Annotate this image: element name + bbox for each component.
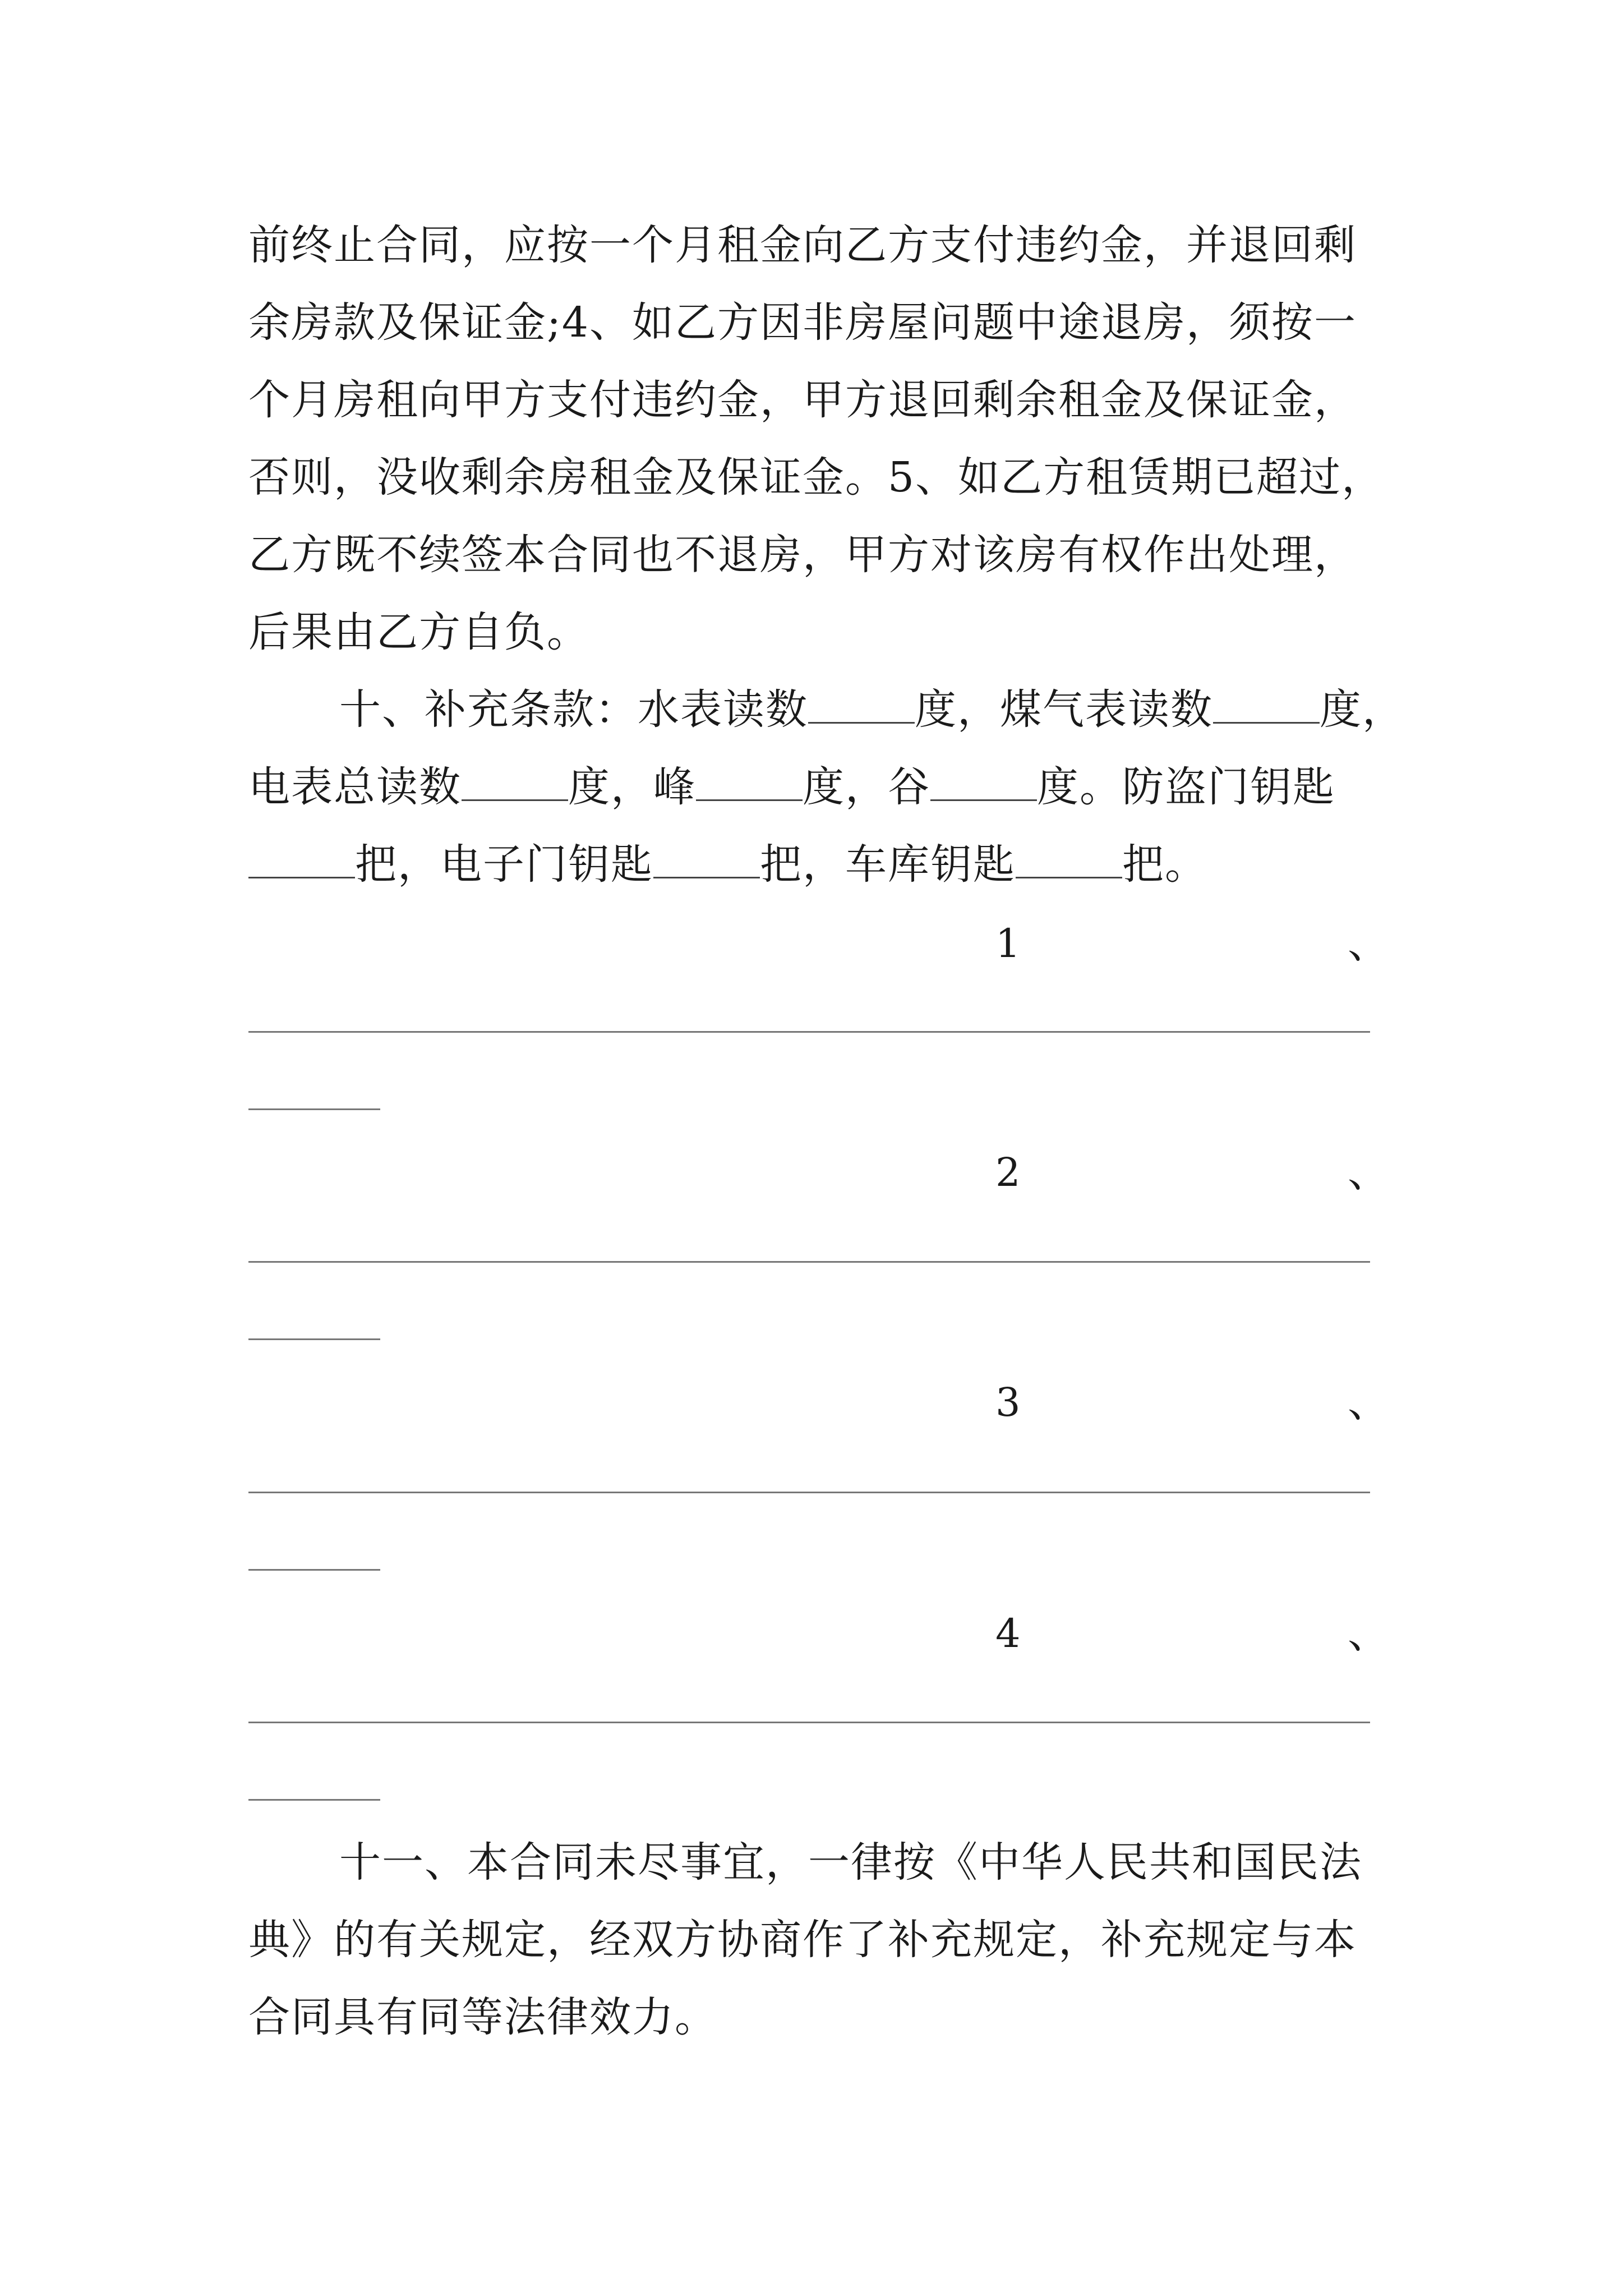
item-number: 4 [995, 1611, 1021, 1657]
electronic-door-keys-blank[interactable] [653, 841, 760, 878]
fill-in-line[interactable] [248, 1569, 380, 1571]
paragraph-line: 十一、本合同未尽事宜，一律按《中华人民共和国民法 [339, 1838, 1362, 1887]
item-number: 1 [995, 921, 1021, 967]
supplement-clause-line-1 [339, 682, 1405, 738]
security-door-keys-blank[interactable] [248, 841, 355, 878]
clause-text: 十、补充条款：水表读数 [339, 685, 808, 734]
fill-in-line[interactable] [248, 1031, 1370, 1033]
paragraph-line: 余房款及保证金;4、如乙方因非房屋问题中途退房，须按一 [248, 298, 1357, 347]
clause-text: 度，峰 [568, 763, 696, 811]
electric-valley-blank[interactable] [930, 763, 1037, 801]
item-number: 2 [995, 1149, 1021, 1195]
electric-peak-blank[interactable] [696, 763, 803, 801]
electric-total-blank[interactable] [462, 763, 568, 801]
garage-keys-blank[interactable] [1016, 841, 1122, 878]
paragraph-line: 后果由乙方自负。 [248, 608, 589, 656]
supplement-clause-line-2 [248, 759, 1335, 815]
fill-in-line[interactable] [248, 1108, 380, 1110]
fill-in-line[interactable] [248, 1722, 1370, 1723]
paragraph-line: 乙方既不续签本合同也不退房，甲方对该房有权作出处理， [248, 531, 1357, 579]
clause-text: 把，车库钥匙 [760, 840, 1016, 889]
gas-meter-blank[interactable] [1213, 686, 1320, 724]
clause-text: 把。 [1122, 840, 1207, 889]
clause-text: 度，谷 [803, 763, 930, 811]
paragraph-line: 否则，没收剩余房租金及保证金。5、如乙方租赁期已超过， [248, 453, 1385, 501]
paragraph-line: 典》的有关规定，经双方协商作了补充规定，补充规定与本 [248, 1916, 1357, 1964]
clause-text: 电表总读数 [248, 763, 462, 811]
supplement-clause-line-3 [248, 836, 1207, 892]
paragraph-line: 前终止合同，应按一个月租金向乙方支付违约金，并退回剩 [248, 221, 1357, 269]
paragraph-line: 个月房租向甲方支付违约金，甲方退回剩余租金及保证金， [248, 376, 1357, 424]
clause-text: 度， [1320, 685, 1405, 734]
fill-in-line[interactable] [248, 1261, 1370, 1263]
item-mark: 、 [1348, 1378, 1389, 1427]
fill-in-line[interactable] [248, 1338, 380, 1340]
paragraph-line: 合同具有同等法律效力。 [248, 1993, 717, 2041]
water-meter-blank[interactable] [808, 686, 915, 724]
item-mark: 、 [1348, 1148, 1389, 1197]
clause-text: 度，煤气表读数 [915, 685, 1213, 734]
item-mark: 、 [1348, 919, 1389, 968]
item-number: 3 [995, 1379, 1021, 1425]
clause-text: 度。防盗门钥匙 [1037, 763, 1335, 811]
fill-in-line[interactable] [248, 1799, 380, 1801]
clause-text: 把，电子门钥匙 [355, 840, 653, 889]
item-mark: 、 [1348, 1609, 1389, 1658]
fill-in-line[interactable] [248, 1492, 1370, 1493]
